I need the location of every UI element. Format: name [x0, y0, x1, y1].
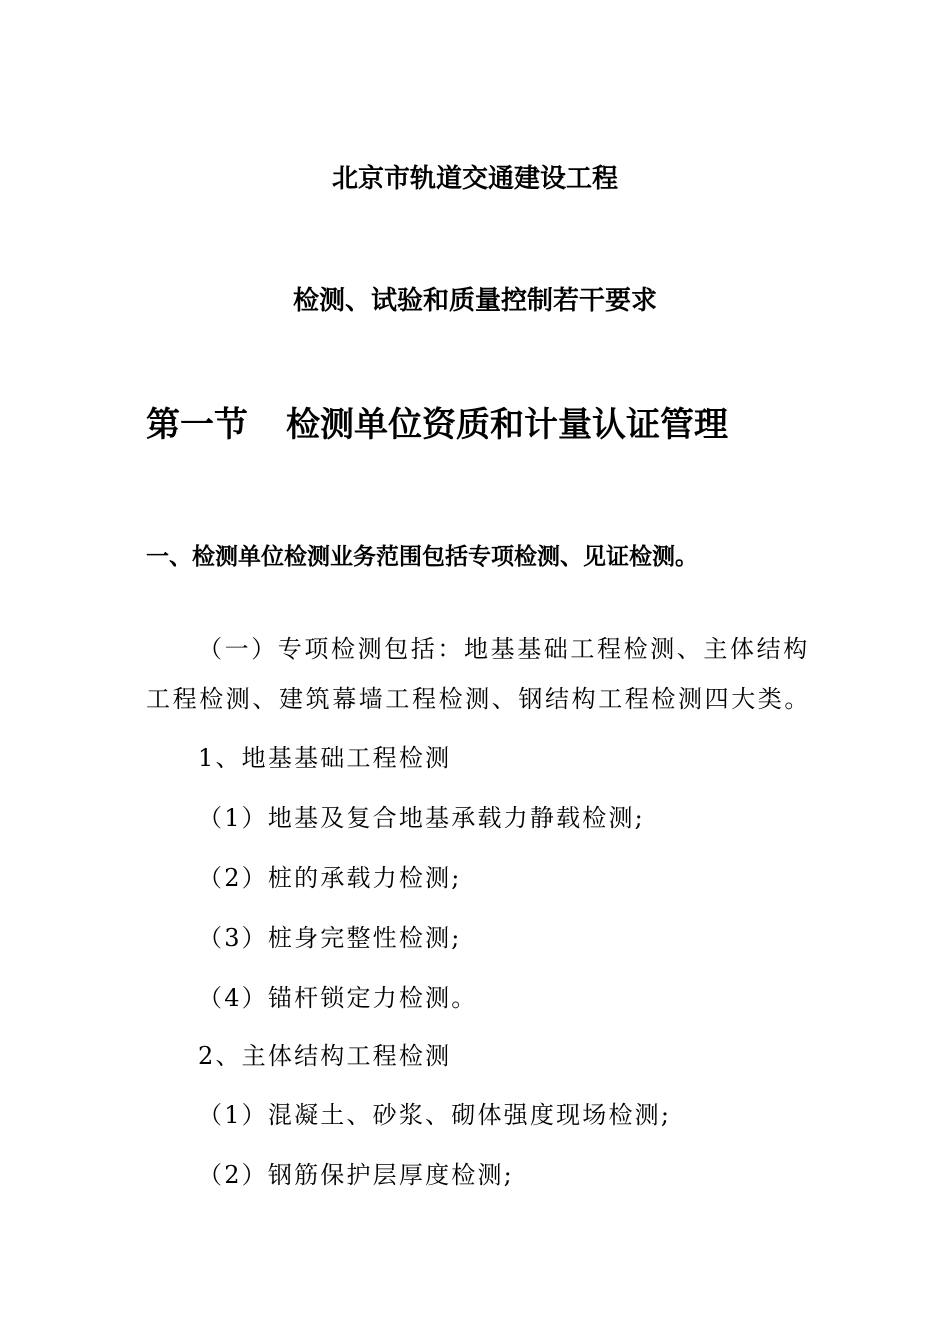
list-item: （2）钢筋保护层厚度检测;: [198, 1161, 514, 1189]
list-item: （1）混凝土、砂浆、砌体强度现场检测;: [198, 1101, 672, 1129]
list-item: （1）地基及复合地基承载力静载检测;: [198, 804, 645, 832]
document-title-line1: 北京市轨道交通建设工程: [331, 164, 618, 194]
section-heading: [146, 405, 728, 445]
section-number: 第一节: [146, 405, 248, 445]
paragraph-special-inspection-line2: 工程检测、建筑幕墙工程检测、钢结构工程检测四大类。: [146, 685, 811, 713]
list-item: （4）锚杆锁定力检测。: [198, 984, 478, 1012]
list-item: 1、地基基础工程检测: [198, 744, 452, 772]
section-name: 检测单位资质和计量认证管理: [286, 405, 728, 445]
list-item: 2、主体结构工程检测: [198, 1042, 452, 1070]
list-item: （3）桩身完整性检测;: [198, 924, 462, 952]
list-item: （2）桩的承载力检测;: [198, 864, 462, 892]
paragraph-special-inspection-line1: （一）专项检测包括：地基基础工程检测、主体结构: [198, 635, 810, 663]
document-title-line2: 检测、试验和质量控制若干要求: [292, 286, 657, 316]
heading-scope: 一、检测单位检测业务范围包括专项检测、见证检测。: [146, 543, 698, 570]
